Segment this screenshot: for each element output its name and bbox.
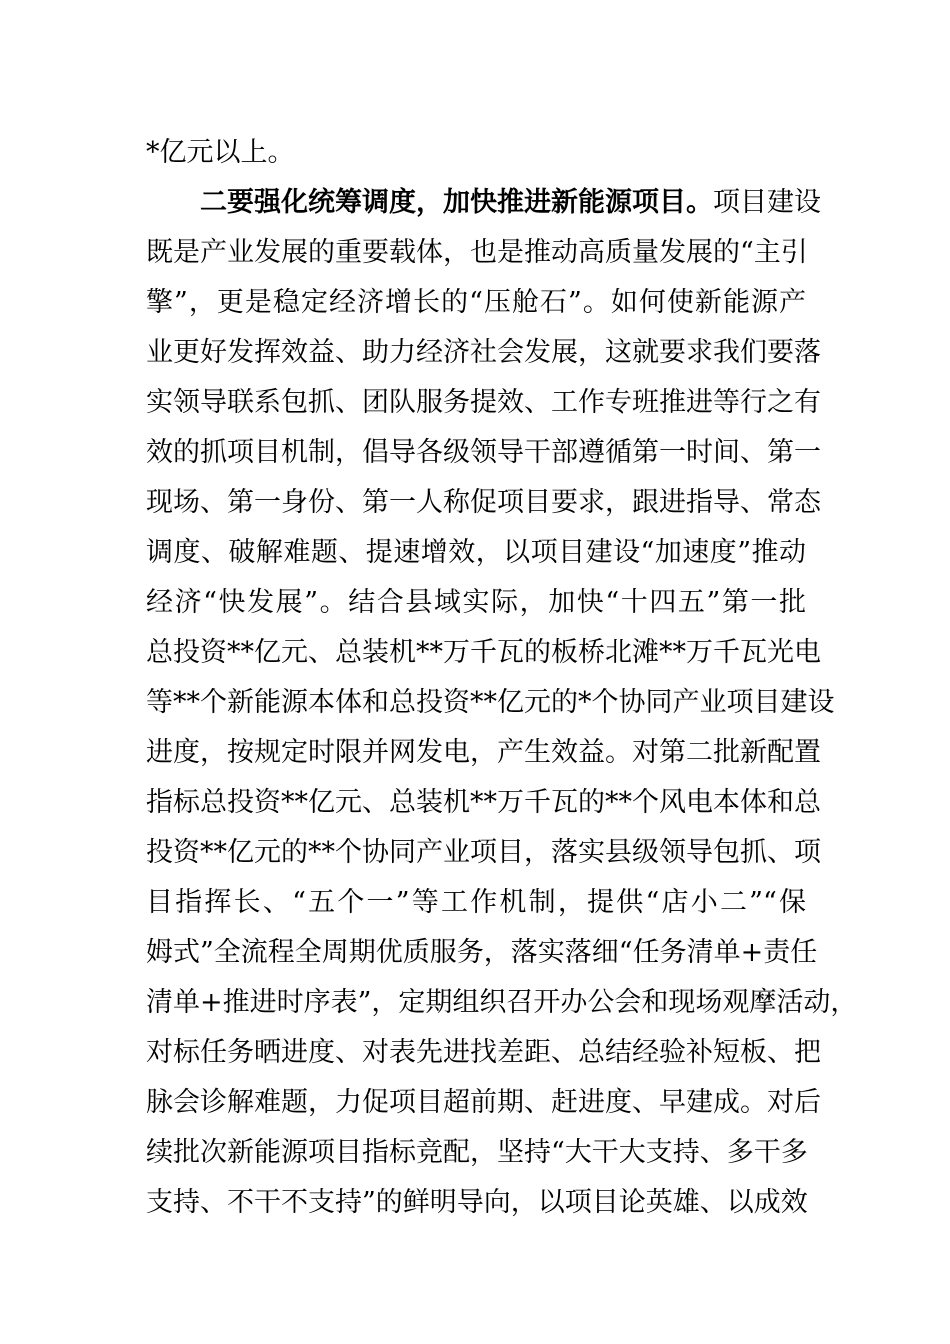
text-line: 实领导联系包抓、团队服务提效、工作专班推进等行之有 [146, 387, 821, 418]
text-line: 指标总投资**亿元、总装机**万千瓦的**个风电本体和总 [146, 787, 821, 818]
text-line: 支持、不干不支持”的鲜明导向，以项目论英雄、以成效 [146, 1187, 808, 1218]
text-line: 目指挥长、“五个一”等工作机制，提供“店小二”“保 [146, 887, 806, 918]
text-line: 脉会诊解难题，力促项目超前期、赶进度、早建成。对后 [146, 1087, 821, 1118]
text-line: 总投资**亿元、总装机**万千瓦的板桥北滩**万千瓦光电 [146, 637, 821, 668]
text-line: *亿元以上。 [146, 137, 295, 168]
text-line: 进度，按规定时限并网发电，产生效益。对第二批新配置 [146, 737, 821, 768]
text-line: 等**个新能源本体和总投资**亿元的*个协同产业项目建设 [146, 687, 835, 718]
text-line: 经济“快发展”。结合县域实际，加快“十四五”第一批 [146, 587, 806, 618]
text-line: 续批次新能源项目指标竞配，坚持“大干大支持、多干多 [146, 1137, 808, 1168]
text-line: 现场、第一身份、第一人称促项目要求，跟进指导、常态 [146, 487, 821, 518]
paragraph-heading: 二要强化统筹调度，加快推进新能源项目。 [200, 187, 713, 218]
text-line: 效的抓项目机制，倡导各级领导干部遵循第一时间、第一 [146, 437, 821, 468]
text-line: 对标任务晒进度、对表先进找差距、总结经验补短板、把 [146, 1037, 821, 1068]
text-line: 调度、破解难题、提速增效，以项目建设“加速度”推动 [146, 537, 806, 568]
text-line: 清单+推进时序表”，定期组织召开办公会和现场观摩活动， [146, 987, 858, 1018]
text-line: 姆式”全流程全周期优质服务，落实落细“任务清单+责任 [146, 937, 818, 968]
text-line: 擎”，更是稳定经济增长的“压舱石”。如何使新能源产 [146, 287, 806, 318]
text-line: 既是产业发展的重要载体，也是推动高质量发展的“主引 [146, 237, 808, 268]
text-line: 业更好发挥效益、助力经济社会发展，这就要求我们要落 [146, 337, 821, 368]
text-fragment: 项目建设 [713, 187, 821, 218]
text-line: 投资**亿元的**个协同产业项目，落实县级领导包抓、项 [146, 837, 821, 868]
paragraph-heading-line [146, 178, 821, 228]
